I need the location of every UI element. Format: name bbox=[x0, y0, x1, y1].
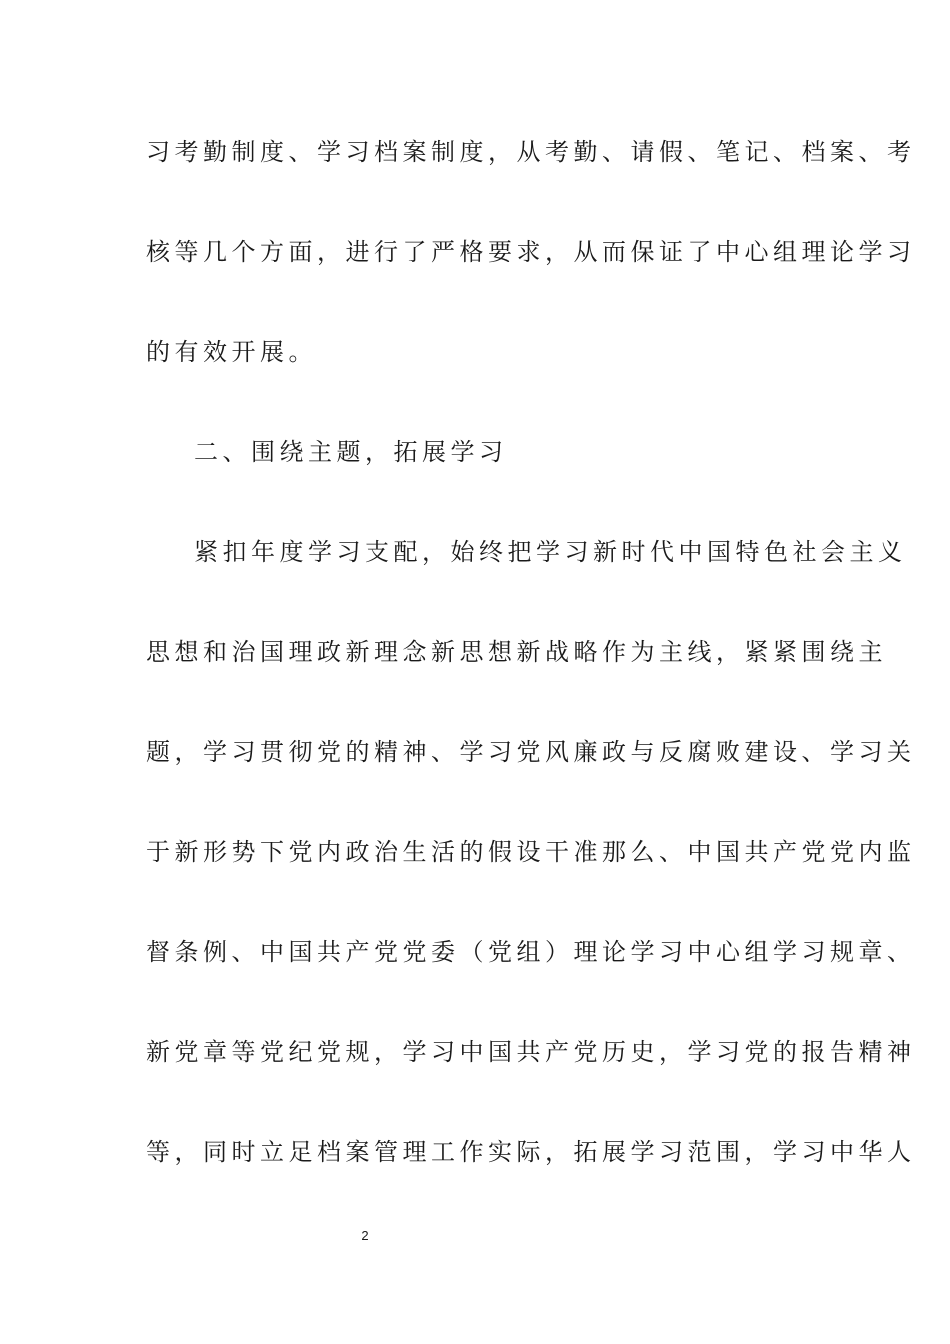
paragraph-line: 核等几个方面，进行了严格要求，从而保证了中心组理论学习 bbox=[146, 238, 916, 266]
paragraph-line: 等，同时立足档案管理工作实际，拓展学习范围，学习中华人 bbox=[146, 1138, 916, 1166]
paragraph-line: 题，学习贯彻党的精神、学习党风廉政与反腐败建设、学习关 bbox=[146, 738, 916, 766]
paragraph-line: 新党章等党纪党规，学习中国共产党历史，学习党的报告精神 bbox=[146, 1038, 916, 1066]
section-heading: 二、围绕主题，拓展学习 bbox=[194, 438, 508, 466]
paragraph-line: 习考勤制度、学习档案制度，从考勤、请假、笔记、档案、考 bbox=[146, 138, 916, 166]
paragraph-line: 思想和治国理政新理念新思想新战略作为主线，紧紧围绕主 bbox=[146, 638, 887, 666]
paragraph-line: 的有效开展。 bbox=[146, 338, 317, 366]
paragraph-line: 督条例、中国共产党党委（党组）理论学习中心组学习规章、 bbox=[146, 938, 916, 966]
paragraph-line: 紧扣年度学习支配，始终把学习新时代中国特色社会主义 bbox=[194, 538, 907, 566]
paragraph-line: 于新形势下党内政治生活的假设干准那么、中国共产党党内监 bbox=[146, 838, 916, 866]
page-number: 2 bbox=[361, 1228, 369, 1243]
